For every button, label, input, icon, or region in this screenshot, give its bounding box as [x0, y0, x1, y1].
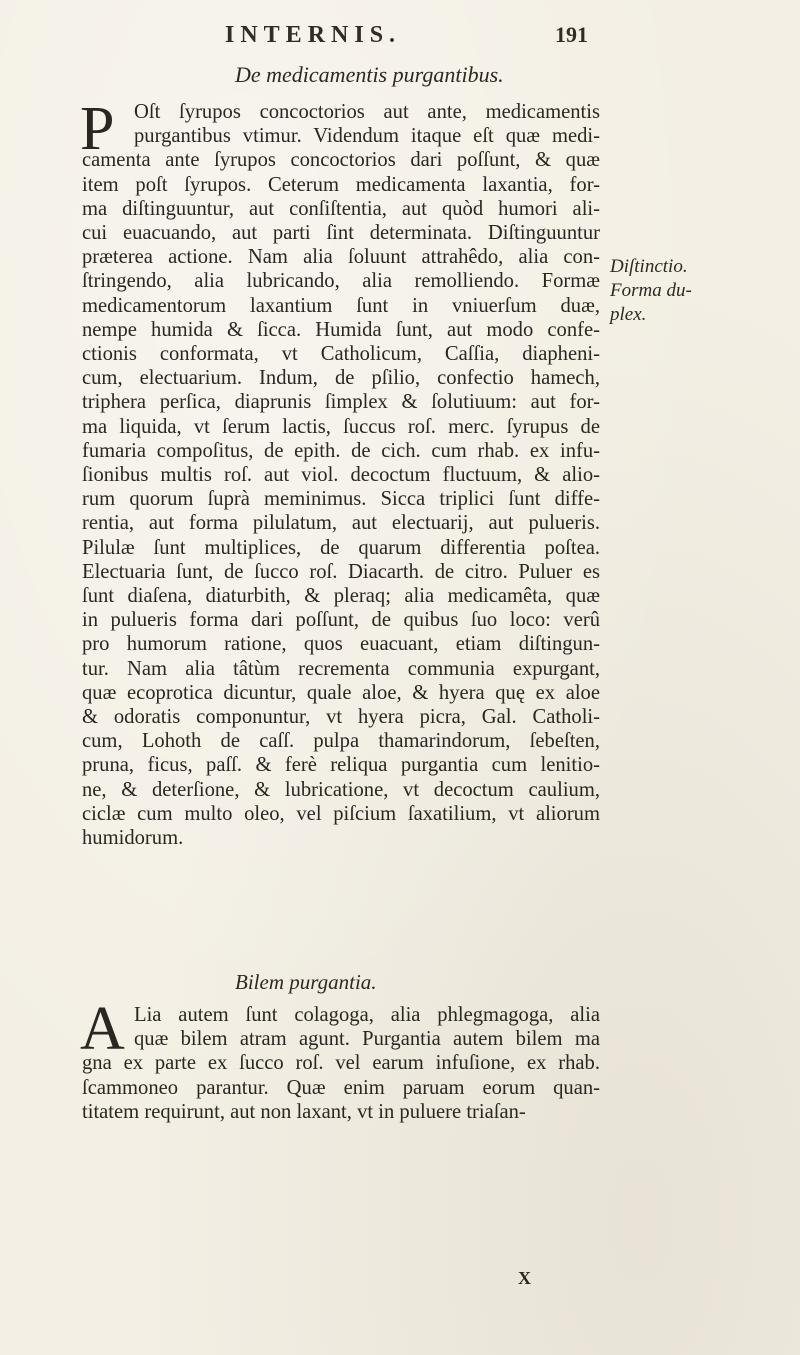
text-line: ma diſtinguuntur, aut conſiſtentia, aut quòd humori ali- [82, 197, 600, 220]
text-line: Pilulæ ſunt multiplices, de quarum differentia poſtea. [82, 536, 600, 559]
text-line: in pulueris forma dari poſſunt, de quibus ſuo loco: verû [82, 609, 600, 632]
text-line: & odoratis componuntur, vt hyera picra, Gal. Catholi- [82, 706, 600, 729]
running-head: INTERNIS. [225, 22, 402, 48]
margin-note-forma-line1: Forma du- [610, 280, 692, 301]
text-line: cum, electuarium. Indum, de pſilio, confectio hamech, [82, 367, 600, 390]
subsection-title: Bilem purgantia. [235, 970, 377, 994]
text-line: rentia, aut forma pilulatum, aut electuarij, aut pulueris. [82, 512, 600, 535]
text-line: pruna, ficus, paſſ. & ferè reliqua purgantia cum lenitio- [82, 754, 600, 777]
text-line: ſcammoneo parantur. Quæ enim paruam eorum quan- [82, 1076, 600, 1099]
text-line: ma liquida, vt ſerum lactis, ſuccus roſ. merc. ſyrupus de [82, 415, 600, 438]
text-line: cum, Lohoth de caſſ. pulpa thamarindorum, ſebeſten, [82, 730, 600, 753]
text-line: pro humorum ratione, quos euacuant, etiam diſtingun- [82, 633, 600, 656]
text-line: gna ex parte ex ſucco roſ. vel earum infuſione, ex rhab. [82, 1052, 600, 1075]
text-line: triphera perſica, diaprunis ſimplex & ſolutiuum: aut for- [82, 391, 600, 414]
text-line: Lia autem ſunt colagoga, alia phlegmagoga, alia [134, 1004, 600, 1026]
text-line: ſunt diaſena, diaturbith, & pleraq; alia medicamêta, quæ [82, 585, 600, 608]
paragraph-medicamentis [80, 95, 600, 850]
text-line: purgantibus vtimur. Videndum itaque eſt quæ medi- [134, 125, 600, 148]
text-line: fumaria compoſitus, de epith. de cich. cum rhab. ex infu- [82, 439, 600, 462]
margin-note-forma-duplex [610, 279, 692, 327]
drop-capital-p: P [80, 95, 115, 163]
text-line: quæ ecoprotica dicuntur, quale aloe, & hyera quę ex aloe [82, 681, 600, 704]
text-line: præterea actione. Nam alia ſoluunt attrahêdo, alia con- [82, 246, 600, 269]
text-line: nempe humida & ſicca. Humida ſunt, aut modo confe- [82, 318, 600, 341]
margin-note-forma-line2: plex. [610, 304, 647, 325]
text-line: titatem requirunt, aut non laxant, vt in puluere triaſan- [82, 1100, 526, 1123]
text-line: Oſt ſyrupos concoctorios aut ante, medicamentis [134, 101, 600, 123]
text-line: medicamentorum laxantium ſunt in vniuerſum duæ, [82, 294, 600, 317]
text-line: ſionibus multis roſ. aut viol. decoctum fluctuum, & alio- [82, 464, 600, 487]
text-line: ne, & deterſione, & lubricatione, vt decoctum caulium, [82, 778, 600, 801]
margin-note-distinctio: Diſtinctio. [610, 256, 688, 277]
signature-mark: X [518, 1268, 531, 1288]
text-line: camenta ante ſyrupos concoctorios dari poſſunt, & quæ [82, 149, 600, 172]
text-line: quæ bilem atram agunt. Purgantia autem bilem ma [134, 1028, 600, 1051]
text-line: ctionis conformata, vt Catholicum, Caſſia, diapheni- [82, 343, 600, 366]
text-line: Electuaria ſunt, de ſucco roſ. Diacarth. de citro. Puluer es [82, 560, 600, 583]
paragraph-bilem-purgantia [82, 1003, 600, 1124]
text-line: humidorum. [82, 827, 184, 850]
page-number: 191 [555, 22, 588, 47]
text-line: cui euacuando, aut parti ſint determinata. Diſtinguuntur [82, 222, 600, 245]
section-title: De medicamentis purgantibus. [235, 62, 504, 87]
text-line: item poſt ſyrupos. Ceterum medicamenta laxantia, for- [82, 173, 600, 196]
text-line: ſtringendo, alia lubricando, alia remolliendo. Formæ [82, 270, 600, 293]
drop-capital-a: A [80, 995, 125, 1063]
text-line: ciclæ cum multo oleo, vel piſcium ſaxatilium, vt aliorum [82, 802, 600, 825]
text-line: tur. Nam alia tâtùm recrementa communia expurgant, [82, 657, 600, 680]
text-line: rum quorum ſuprà meminimus. Sicca triplici ſunt diffe- [82, 488, 600, 511]
